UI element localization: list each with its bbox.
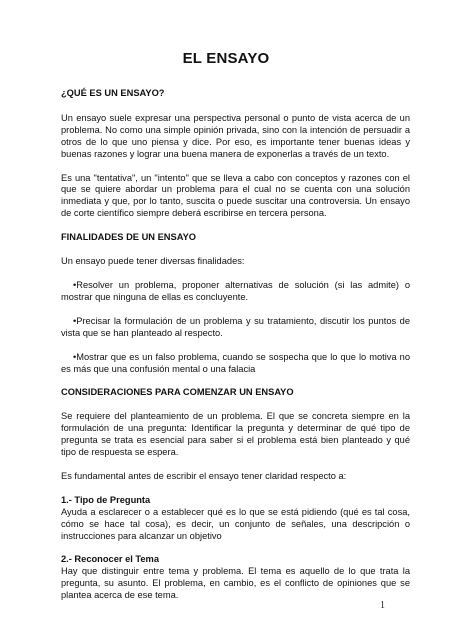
section-heading-finalidades: FINALIDADES DE UN ENSAYO: [61, 232, 196, 243]
paragraph: Un ensayo suele expresar una perspectiva personal o punto de vista acerca de un problema. No como una simple opinión privada, sino con la intención de persuadir a otros de lo que uno piensa y dice. Por eso, es importante tener buenas ideas y buenas razones y lograr una buena manera de exponerlas a través de un texto.: [61, 112, 410, 159]
paragraph: Se requiere del planteamiento de un problema. El que se concreta siempre en la formulación de una pregunta: Identificar la pregunta y determinar de qué tipo de pregunta se trata es esencial para saber si el problema está bien planteado y qué tipo de respuesta se espera.: [61, 411, 410, 458]
subheading-reconocer-el-tema: 2.- Reconocer el Tema: [61, 554, 159, 565]
document-body: [61, 88, 410, 612]
paragraph: Un ensayo puede tener diversas finalidades:: [61, 256, 245, 267]
section-heading-consideraciones: CONSIDERACIONES PARA COMENZAR UN ENSAYO: [61, 387, 294, 398]
bullet-paragraph: •Resolver un problema, proponer alternativas de solución (si las admite) o mostrar que ninguna de ellas es concluyente.: [61, 279, 410, 302]
section-heading-que-es: ¿QUÉ ES UN ENSAYO?: [61, 88, 165, 98]
paragraph: Ayuda a esclarecer o a establecer qué es lo que se está pidiendo (qué es tal cosa, cómo se hace tal cosa), es decir, un conjunto de señales, una descripción o instrucciones para alcanzar un objetivo: [61, 506, 410, 541]
bullet-paragraph: •Mostrar que es un falso problema, cuando se sospecha que lo que lo motiva no es más que una confusión mental o una falacia: [61, 351, 410, 374]
paragraph: Es una "tentativa", un "intento" que se lleva a cabo con conceptos y razones con el que se quiere abordar un problema para el cual no se cuenta con una solución inmediata y que, por lo tanto, suscita o puede suscitar una controversia. Un ensayo de corte científico siempre deberá escribirse en tercera persona.: [61, 172, 410, 219]
paragraph: Hay que distinguir entre tema y problema. El tema es aquello de lo que trata la pregunta, su asunto. El problema, en cambio, es el conflicto de opiniones que se plantea acerca de ese tema.: [61, 566, 410, 601]
bullet-paragraph: •Precisar la formulación de un problema y su tratamiento, discutir los puntos de vista que se han planteado al respecto.: [61, 315, 410, 338]
page-number: 1: [380, 600, 385, 611]
paragraph: Es fundamental antes de escribir el ensayo tener claridad respecto a:: [61, 470, 347, 481]
subheading-tipo-de-pregunta: 1.- Tipo de Pregunta: [61, 494, 151, 505]
document-title: EL ENSAYO: [182, 50, 270, 67]
